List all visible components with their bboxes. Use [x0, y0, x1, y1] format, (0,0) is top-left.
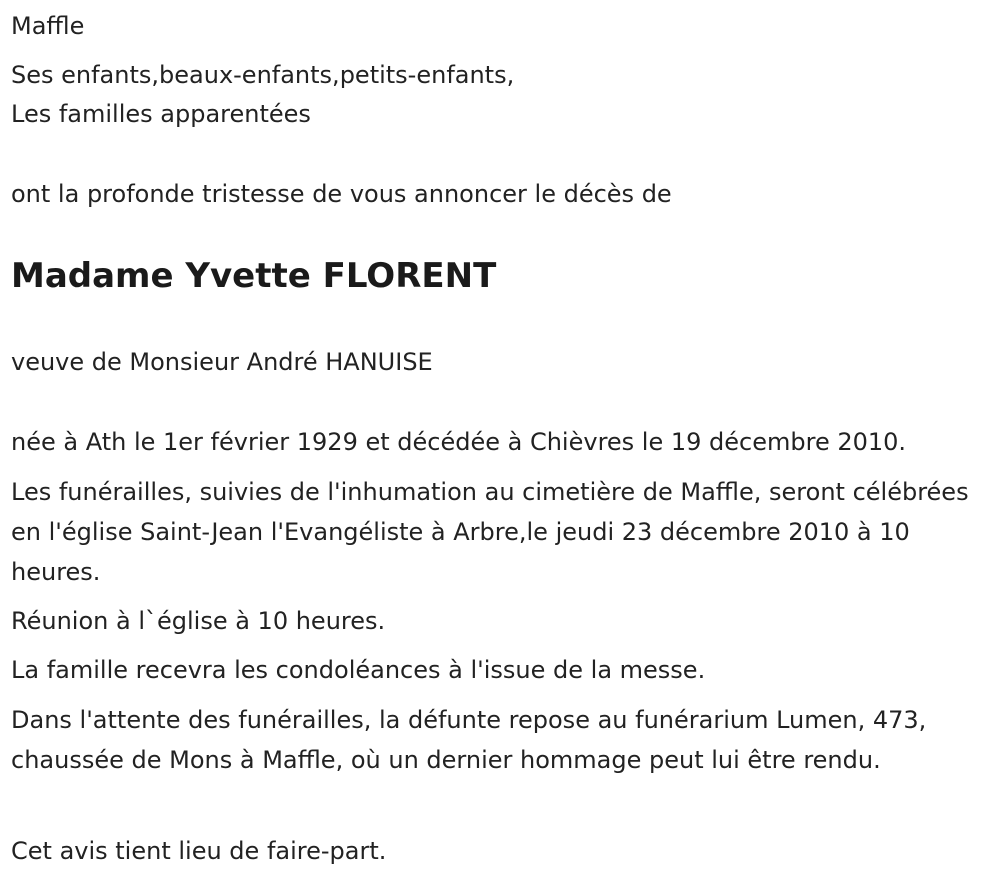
family-line-1: Ses enfants,beaux-enfants,petits-enfants,: [11, 61, 515, 89]
widow-of-text: veuve de Monsieur André HANUISE: [11, 348, 433, 376]
deceased-name: Madame Yvette FLORENT: [11, 256, 497, 296]
announcement-text: ont la profonde tristesse de vous annoncer le décès de: [11, 180, 672, 208]
condolences-text: La famille recevra les condoléances à l'issue de la messe.: [11, 656, 706, 684]
birth-death-text: née à Ath le 1er février 1929 et décédée à Chièvres le 19 décembre 2010.: [11, 428, 907, 456]
closing-text: Cet avis tient lieu de faire-part.: [11, 837, 387, 865]
meeting-text: Réunion à l`église à 10 heures.: [11, 607, 386, 635]
funeral-home-paragraph: Dans l'attente des funérailles, la défunte repose au funérarium Lumen, 473, chaussée de Mons à Maffle, où un dernier hommage peut lui être rendu.: [11, 706, 927, 774]
funeral-paragraph: Les funérailles, suivies de l'inhumation au cimetière de Maffle, seront célébrées en l'église Saint-Jean l'Evangéliste à Arbre,le jeudi 23 décembre 2010 à 10 heures.: [11, 478, 969, 586]
family-line-2: Les familles apparentées: [11, 100, 311, 128]
place-name: Maffle: [11, 12, 85, 40]
